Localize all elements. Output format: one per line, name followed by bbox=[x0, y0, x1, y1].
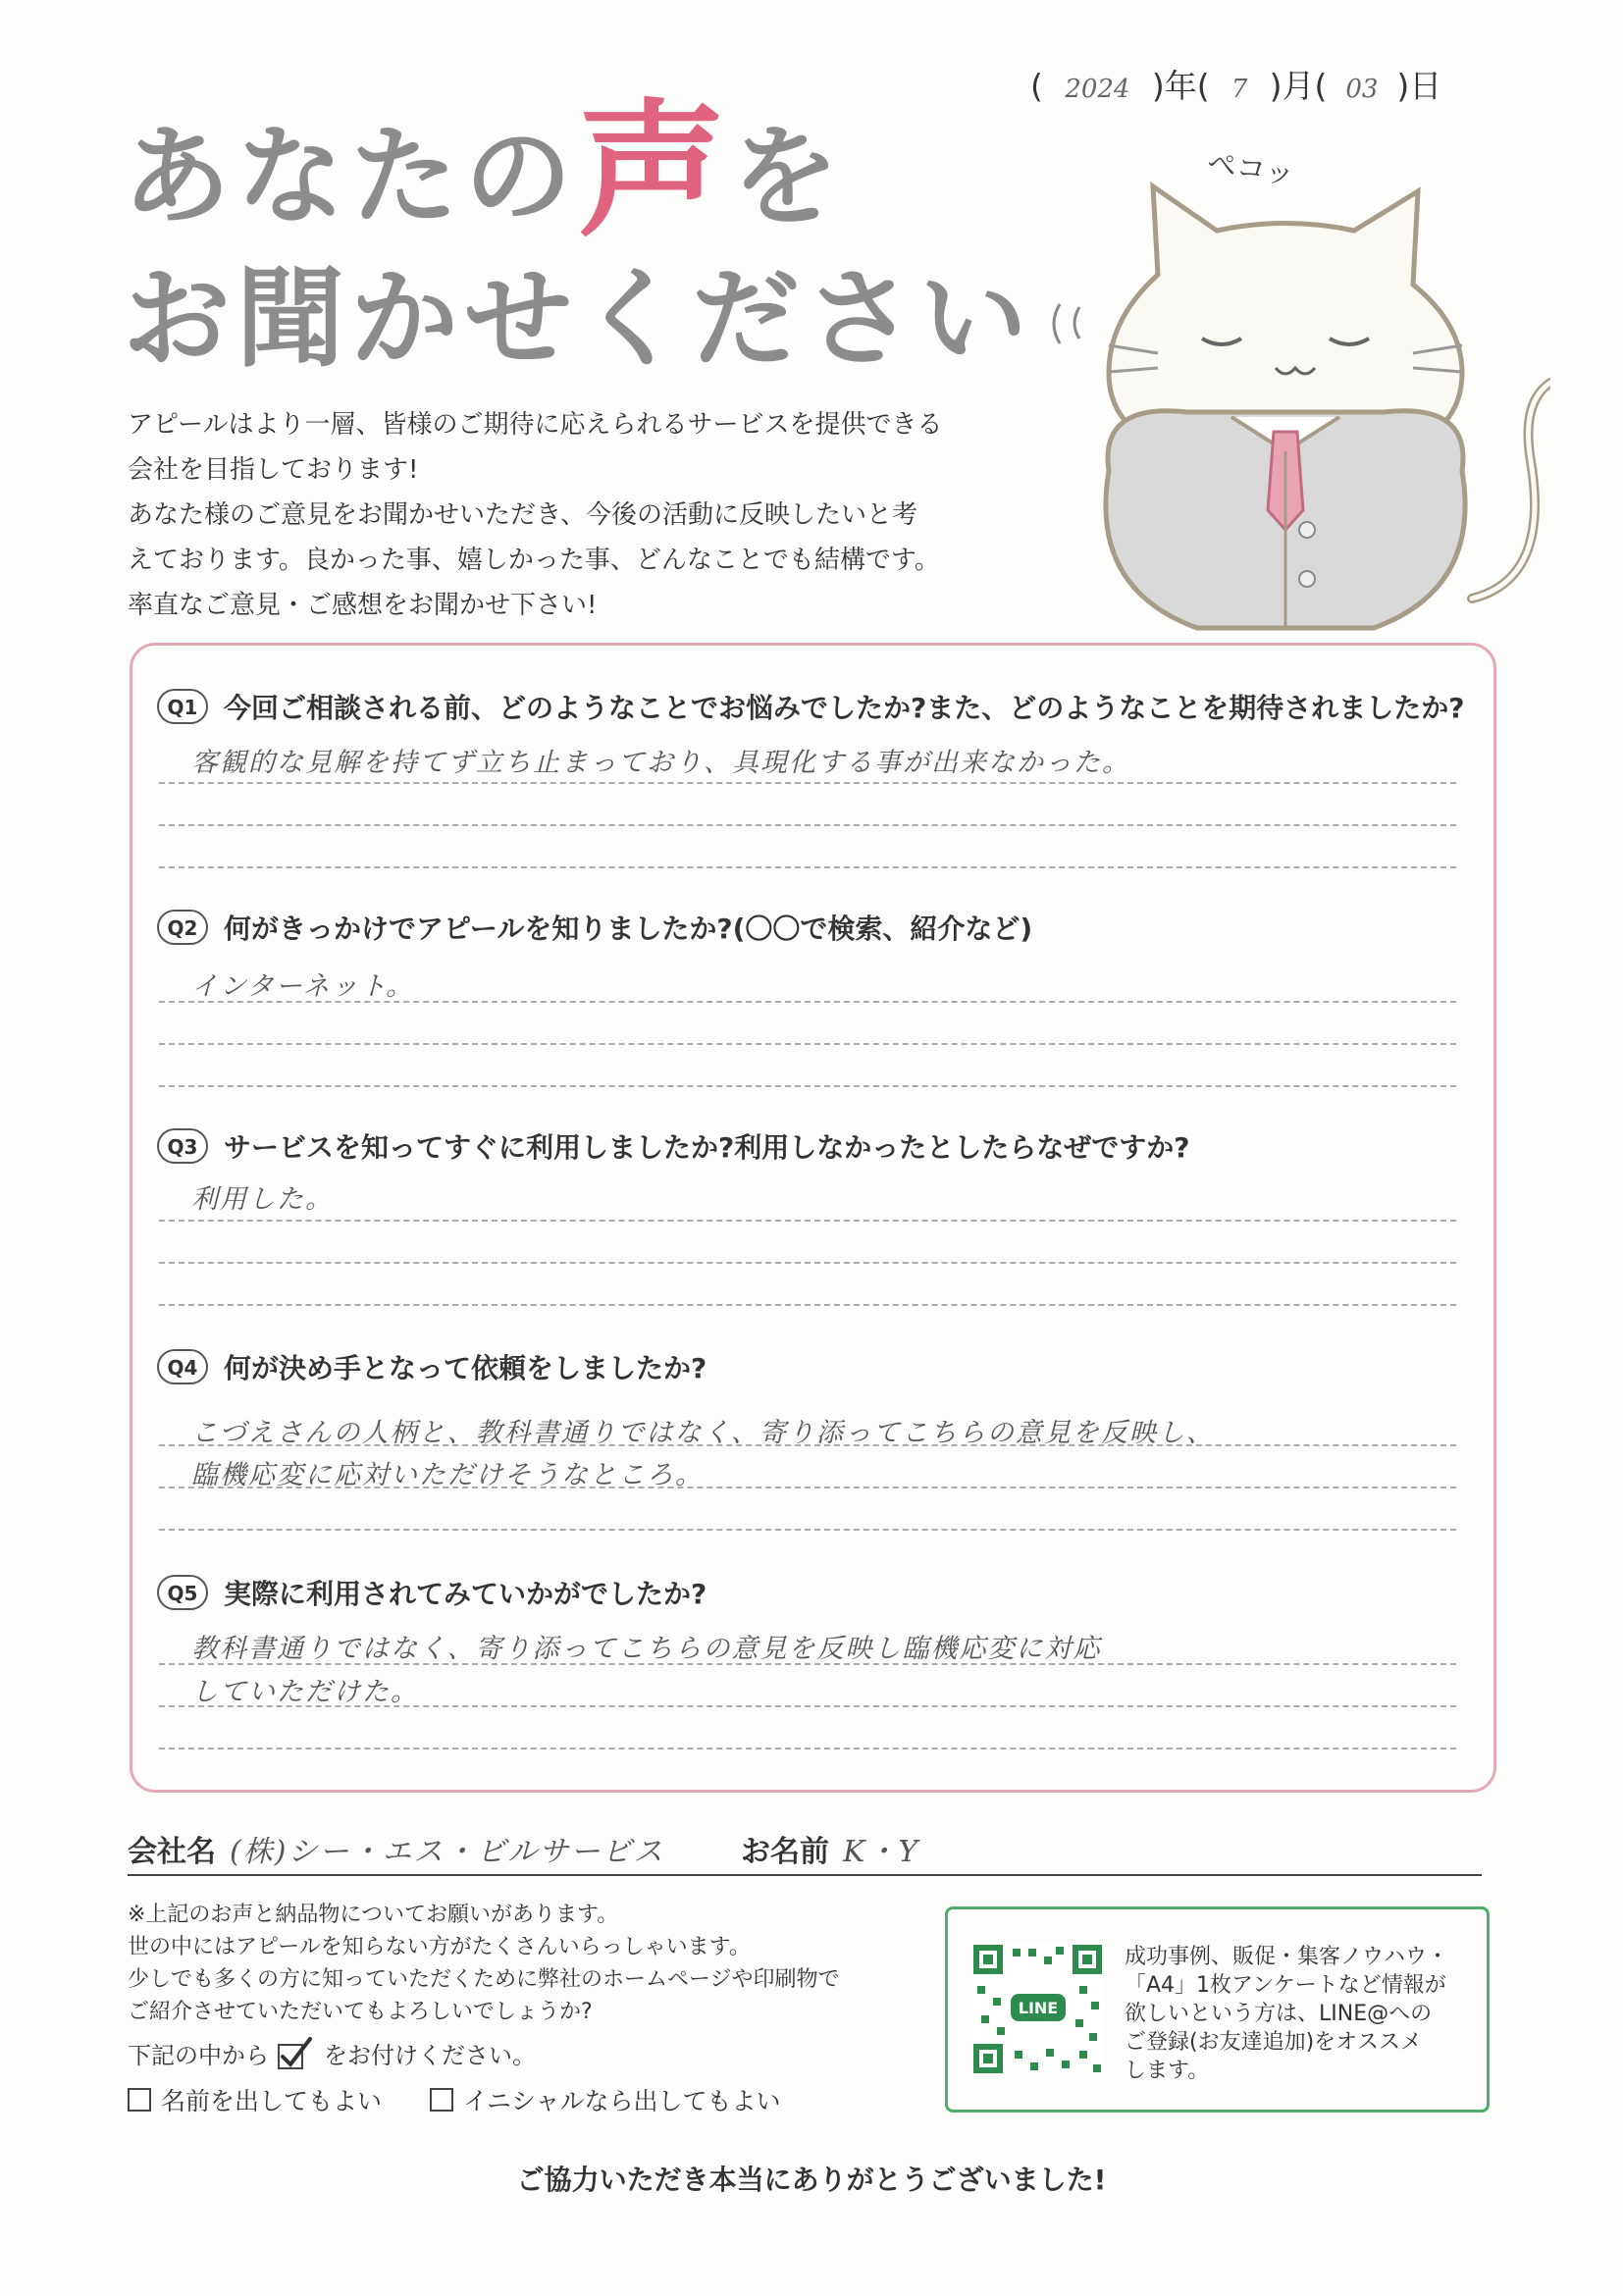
line-promo-text bbox=[1125, 1943, 1448, 2085]
company-name-field bbox=[128, 1827, 664, 1870]
question-badge: Q5 bbox=[157, 1575, 208, 1610]
question-text: サービスを知ってすぐに利用しましたか?利用しなかったとしたらなぜですか? bbox=[224, 1131, 1190, 1164]
answer-rule bbox=[159, 1001, 1456, 1003]
permission-notes bbox=[128, 1899, 840, 2028]
intro-text bbox=[128, 402, 942, 628]
company-name-value[interactable]: (株)シー・エス・ビルサービス bbox=[230, 1835, 665, 1869]
answer-rule bbox=[159, 1748, 1456, 1749]
mascot-caption: ペコッ bbox=[1204, 145, 1297, 193]
date-day-value: 03 bbox=[1345, 75, 1379, 104]
title-accent: 声 bbox=[578, 86, 732, 257]
answer-rule bbox=[159, 1487, 1456, 1488]
title-part: あなたの bbox=[123, 114, 578, 239]
date-open-paren: ( bbox=[1030, 67, 1043, 105]
option-initial-ok[interactable] bbox=[430, 2082, 781, 2117]
question-badge: Q1 bbox=[157, 689, 208, 724]
question-badge: Q3 bbox=[157, 1128, 208, 1164]
intro-line: アピールはより一層、皆様のご期待に応えられるサービスを提供できる bbox=[128, 410, 943, 440]
answer-rule bbox=[159, 1262, 1456, 1264]
answer-4-line-1[interactable]: こづえさんの人柄と、教科書通りではなく、寄り添ってこちらの意見を反映し、 bbox=[191, 1418, 1215, 1448]
answer-rule bbox=[159, 824, 1456, 826]
answer-5-line-2[interactable]: していただけた。 bbox=[191, 1677, 419, 1707]
person-name-label: お名前 bbox=[741, 1835, 829, 1869]
page-title-line1 bbox=[123, 86, 846, 257]
answer-2-line-1[interactable]: インターネット。 bbox=[191, 971, 415, 1002]
option-checkbox[interactable] bbox=[128, 2088, 151, 2112]
answer-rule bbox=[159, 1529, 1456, 1531]
line-promo-line: 欲しいという方は、LINE@への bbox=[1125, 2002, 1433, 2026]
title-part: を bbox=[731, 114, 846, 239]
intro-line: あなた様のご意見をお聞かせいただき、今後の活動に反映したいと考 bbox=[128, 500, 917, 530]
question-text: 実際に利用されてみていかがでしたか? bbox=[224, 1578, 707, 1610]
date-field bbox=[1030, 61, 1441, 107]
intro-line: 会社を目指しております! bbox=[128, 455, 419, 485]
answer-rule bbox=[159, 1663, 1456, 1665]
note-line: 世の中にはアピールを知らない方がたくさんいらっしゃいます。 bbox=[128, 1935, 751, 1959]
line-promo-line: 「A4」1枚アンケートなど情報が bbox=[1125, 1973, 1446, 1998]
note-line: ※上記のお声と納品物についてお願いがあります。 bbox=[128, 1903, 619, 1927]
note-line: ご紹介させていただいてもよろしいでしょうか? bbox=[128, 2000, 593, 2024]
mark-instruction-text: をお付けください。 bbox=[324, 2042, 536, 2069]
answer-5-line-1[interactable]: 教科書通りではなく、寄り添ってこちらの意見を反映し臨機応変に対応 bbox=[191, 1634, 1102, 1664]
qr-line-label: LINE bbox=[1018, 1999, 1059, 2017]
option-name-ok[interactable] bbox=[128, 2082, 382, 2117]
answer-rule bbox=[159, 1304, 1456, 1306]
answer-rule bbox=[159, 866, 1456, 868]
question-text: 今回ご相談される前、どのようなことでお悩みでしたか?また、どのようなことを期待されましたか? bbox=[224, 692, 1465, 724]
mark-instruction-text: 下記の中から bbox=[128, 2042, 269, 2069]
option-label: 名前を出してもよい bbox=[161, 2087, 383, 2115]
question-text: 何がきっかけでアピールを知りましたか?(〇〇で検索、紹介など) bbox=[224, 913, 1033, 945]
question-text: 何が決め手となって依頼をしましたか? bbox=[224, 1352, 707, 1384]
date-month-label: )月( bbox=[1269, 67, 1328, 105]
answer-rule bbox=[159, 782, 1456, 784]
date-month-value: 7 bbox=[1230, 75, 1248, 104]
questionnaire-box bbox=[130, 643, 1496, 1793]
answer-rule bbox=[159, 1444, 1456, 1446]
line-promo-line: します。 bbox=[1125, 2059, 1210, 2083]
answer-rule bbox=[159, 1705, 1456, 1707]
intro-line: えております。良かった事、嬉しかった事、どんなことでも結構です。 bbox=[128, 546, 940, 575]
qr-code-icon[interactable] bbox=[971, 1943, 1104, 2075]
question-badge: Q2 bbox=[157, 910, 208, 945]
date-day-label: )日 bbox=[1396, 67, 1442, 105]
line-promo-line: ご登録(お友達追加)をオススメ bbox=[1125, 2030, 1422, 2055]
question-5 bbox=[157, 1573, 707, 1612]
line-promo-line: 成功事例、販促・集客ノウハウ・ bbox=[1125, 1945, 1449, 1969]
thanks-message: ご協力いただき本当にありがとうございました! bbox=[516, 2164, 1107, 2196]
question-2 bbox=[157, 908, 1032, 947]
date-year-label: )年( bbox=[1151, 67, 1210, 105]
mark-instruction bbox=[128, 2036, 536, 2070]
question-4 bbox=[157, 1347, 707, 1386]
question-badge: Q4 bbox=[157, 1349, 208, 1384]
company-name-label: 会社名 bbox=[128, 1835, 216, 1869]
option-label: イニシャルなら出してもよい bbox=[463, 2087, 781, 2115]
person-name-field bbox=[741, 1827, 919, 1870]
intro-line: 率直なご意見・ご感想をお聞かせ下さい! bbox=[128, 591, 598, 620]
answer-rule bbox=[159, 1085, 1456, 1087]
answer-4-line-2[interactable]: 臨機応変に応対いただけそうなところ。 bbox=[191, 1460, 704, 1490]
bowing-cat-icon bbox=[1040, 137, 1550, 657]
signature-underline bbox=[128, 1874, 1482, 1876]
question-3 bbox=[157, 1126, 1190, 1166]
answer-3-line-1[interactable]: 利用した。 bbox=[191, 1184, 334, 1215]
question-1 bbox=[157, 687, 1465, 726]
checkmark-icon bbox=[275, 2037, 318, 2070]
option-checkbox[interactable] bbox=[430, 2088, 453, 2112]
person-name-value[interactable]: K・Y bbox=[843, 1835, 920, 1869]
date-year-value: 2024 bbox=[1065, 75, 1130, 104]
answer-1-line-1[interactable]: 客観的な見解を持てず立ち止まっており、具現化する事が出来なかった。 bbox=[191, 748, 1130, 778]
answer-rule bbox=[159, 1043, 1456, 1045]
note-line: 少しでも多くの方に知っていただくために弊社のホームページや印刷物で bbox=[128, 1967, 840, 1992]
page-title-line2: お聞かせください bbox=[123, 256, 1033, 382]
answer-rule bbox=[159, 1220, 1456, 1222]
